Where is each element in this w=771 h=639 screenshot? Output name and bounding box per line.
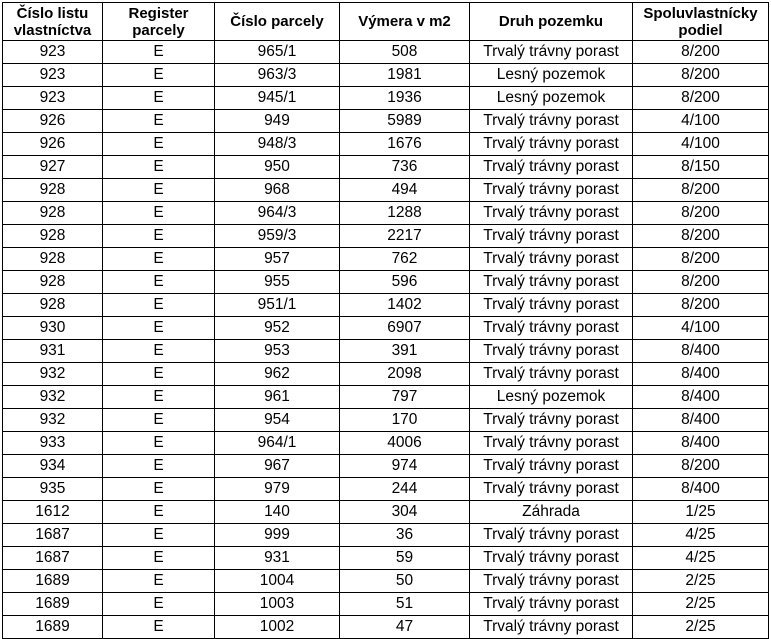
cell-land-type: Trvalý trávny porast — [470, 363, 633, 386]
cell-parcel-register: E — [103, 317, 215, 340]
table-row — [3, 478, 769, 501]
cell-parcel-number: 950 — [215, 156, 340, 179]
table-row — [3, 317, 769, 340]
cell-parcel-number: 968 — [215, 179, 340, 202]
cell-land-type: Trvalý trávny porast — [470, 133, 633, 156]
cell-area: 304 — [340, 501, 470, 524]
cell-parcel-register: E — [103, 225, 215, 248]
cell-parcel-register: E — [103, 64, 215, 87]
cell-owner-sheet-number: 928 — [3, 271, 103, 294]
cell-parcel-number: 1004 — [215, 570, 340, 593]
cell-owner-sheet-number: 928 — [3, 225, 103, 248]
cell-co-ownership-share: 8/200 — [633, 225, 769, 248]
cell-land-type: Trvalý trávny porast — [470, 524, 633, 547]
table-row — [3, 432, 769, 455]
cell-parcel-register: E — [103, 133, 215, 156]
cell-parcel-number: 945/1 — [215, 87, 340, 110]
cell-owner-sheet-number: 1689 — [3, 593, 103, 616]
cell-owner-sheet-number: 928 — [3, 248, 103, 271]
cell-co-ownership-share: 8/200 — [633, 179, 769, 202]
cell-co-ownership-share: 2/25 — [633, 616, 769, 639]
cell-parcel-register: E — [103, 616, 215, 639]
header-line: Druh pozemku — [498, 13, 604, 30]
cell-area: 51 — [340, 593, 470, 616]
cell-parcel-register: E — [103, 409, 215, 432]
header-land-type — [470, 3, 633, 41]
cell-owner-sheet-number: 928 — [3, 294, 103, 317]
cell-parcel-number: 931 — [215, 547, 340, 570]
cell-land-type: Trvalý trávny porast — [470, 271, 633, 294]
cell-parcel-number: 951/1 — [215, 294, 340, 317]
table-row — [3, 524, 769, 547]
table-row — [3, 87, 769, 110]
header-line: Register — [128, 4, 189, 22]
cell-land-type: Trvalý trávny porast — [470, 340, 633, 363]
cell-area: 596 — [340, 271, 470, 294]
table-row — [3, 248, 769, 271]
cell-parcel-number: 955 — [215, 271, 340, 294]
cell-owner-sheet-number: 932 — [3, 386, 103, 409]
cell-area: 494 — [340, 179, 470, 202]
cell-area: 5989 — [340, 110, 470, 133]
table-body — [3, 41, 769, 639]
table-row — [3, 547, 769, 570]
table-row — [3, 501, 769, 524]
cell-owner-sheet-number: 931 — [3, 340, 103, 363]
cell-parcel-register: E — [103, 547, 215, 570]
cell-parcel-number: 948/3 — [215, 133, 340, 156]
header-line: parcely — [132, 21, 185, 39]
cell-area: 797 — [340, 386, 470, 409]
cell-parcel-register: E — [103, 478, 215, 501]
cell-area: 244 — [340, 478, 470, 501]
cell-area: 2217 — [340, 225, 470, 248]
cell-area: 50 — [340, 570, 470, 593]
cell-parcel-number: 964/3 — [215, 202, 340, 225]
cell-owner-sheet-number: 923 — [3, 41, 103, 64]
cell-land-type: Trvalý trávny porast — [470, 110, 633, 133]
cell-owner-sheet-number: 926 — [3, 110, 103, 133]
header-line: Spoluvlastnícky — [643, 4, 758, 22]
cell-co-ownership-share: 4/100 — [633, 317, 769, 340]
table-row — [3, 202, 769, 225]
cell-land-type: Trvalý trávny porast — [470, 248, 633, 271]
cell-parcel-number: 954 — [215, 409, 340, 432]
cell-area: 1936 — [340, 87, 470, 110]
cell-owner-sheet-number: 935 — [3, 478, 103, 501]
cell-land-type: Trvalý trávny porast — [470, 294, 633, 317]
cell-land-type: Trvalý trávny porast — [470, 455, 633, 478]
cell-co-ownership-share: 4/100 — [633, 133, 769, 156]
header-row — [3, 3, 769, 41]
cell-land-type: Záhrada — [470, 501, 633, 524]
cell-co-ownership-share: 8/200 — [633, 64, 769, 87]
table-row — [3, 455, 769, 478]
cell-area: 1402 — [340, 294, 470, 317]
table-row — [3, 156, 769, 179]
header-parcel-number — [215, 3, 340, 41]
cell-land-type: Lesný pozemok — [470, 64, 633, 87]
cell-parcel-number: 959/3 — [215, 225, 340, 248]
header-line: Výmera v m2 — [358, 13, 451, 30]
cell-area: 391 — [340, 340, 470, 363]
header-line: Číslo parcely — [230, 13, 324, 30]
cell-owner-sheet-number: 934 — [3, 455, 103, 478]
table-row — [3, 386, 769, 409]
cell-co-ownership-share: 4/25 — [633, 524, 769, 547]
cell-co-ownership-share: 8/400 — [633, 432, 769, 455]
cell-parcel-number: 952 — [215, 317, 340, 340]
table-row — [3, 363, 769, 386]
table-row — [3, 340, 769, 363]
cell-parcel-number: 967 — [215, 455, 340, 478]
cell-owner-sheet-number: 932 — [3, 409, 103, 432]
cell-parcel-register: E — [103, 593, 215, 616]
cell-co-ownership-share: 1/25 — [633, 501, 769, 524]
cell-area: 36 — [340, 524, 470, 547]
cell-area: 508 — [340, 41, 470, 64]
header-line: vlastníctva — [13, 21, 92, 39]
header-co-ownership-share — [633, 3, 769, 41]
cell-area: 59 — [340, 547, 470, 570]
cell-land-type: Lesný pozemok — [470, 87, 633, 110]
cell-parcel-number: 1002 — [215, 616, 340, 639]
cell-owner-sheet-number: 933 — [3, 432, 103, 455]
table-row — [3, 409, 769, 432]
cell-parcel-number: 1003 — [215, 593, 340, 616]
cell-land-type: Trvalý trávny porast — [470, 616, 633, 639]
cell-parcel-register: E — [103, 455, 215, 478]
table-row — [3, 110, 769, 133]
table-row — [3, 570, 769, 593]
cell-parcel-register: E — [103, 363, 215, 386]
table-row — [3, 225, 769, 248]
cell-co-ownership-share: 2/25 — [633, 593, 769, 616]
cell-owner-sheet-number: 932 — [3, 363, 103, 386]
cell-parcel-register: E — [103, 340, 215, 363]
cell-owner-sheet-number: 1689 — [3, 616, 103, 639]
cell-land-type: Lesný pozemok — [470, 386, 633, 409]
cell-parcel-number: 953 — [215, 340, 340, 363]
header-owner-sheet-number — [3, 3, 103, 41]
cell-co-ownership-share: 8/150 — [633, 156, 769, 179]
header-area — [340, 3, 470, 41]
cell-co-ownership-share: 8/400 — [633, 409, 769, 432]
cell-co-ownership-share: 8/400 — [633, 340, 769, 363]
table-row — [3, 179, 769, 202]
cell-parcel-register: E — [103, 248, 215, 271]
cell-parcel-register: E — [103, 202, 215, 225]
cell-land-type: Trvalý trávny porast — [470, 432, 633, 455]
table-row — [3, 133, 769, 156]
cell-parcel-register: E — [103, 110, 215, 133]
cell-parcel-register: E — [103, 501, 215, 524]
cell-area: 736 — [340, 156, 470, 179]
cell-parcel-register: E — [103, 271, 215, 294]
table-row — [3, 271, 769, 294]
cell-land-type: Trvalý trávny porast — [470, 317, 633, 340]
cell-owner-sheet-number: 1612 — [3, 501, 103, 524]
cell-owner-sheet-number: 923 — [3, 64, 103, 87]
cell-co-ownership-share: 2/25 — [633, 570, 769, 593]
cell-co-ownership-share: 4/25 — [633, 547, 769, 570]
cell-co-ownership-share: 4/100 — [633, 110, 769, 133]
cell-parcel-number: 949 — [215, 110, 340, 133]
cell-parcel-register: E — [103, 524, 215, 547]
cell-co-ownership-share: 8/200 — [633, 271, 769, 294]
cell-owner-sheet-number: 928 — [3, 202, 103, 225]
cell-parcel-number: 962 — [215, 363, 340, 386]
table-row — [3, 294, 769, 317]
cell-land-type: Trvalý trávny porast — [470, 547, 633, 570]
cell-owner-sheet-number: 923 — [3, 87, 103, 110]
cell-parcel-number: 999 — [215, 524, 340, 547]
cell-parcel-number: 963/3 — [215, 64, 340, 87]
cell-land-type: Trvalý trávny porast — [470, 225, 633, 248]
cell-parcel-register: E — [103, 41, 215, 64]
cell-owner-sheet-number: 926 — [3, 133, 103, 156]
cell-area: 1676 — [340, 133, 470, 156]
cell-area: 2098 — [340, 363, 470, 386]
cell-area: 1288 — [340, 202, 470, 225]
table-row — [3, 593, 769, 616]
cell-area: 47 — [340, 616, 470, 639]
cell-co-ownership-share: 8/200 — [633, 202, 769, 225]
cell-area: 6907 — [340, 317, 470, 340]
cell-area: 4006 — [340, 432, 470, 455]
cell-parcel-number: 965/1 — [215, 41, 340, 64]
cell-owner-sheet-number: 1689 — [3, 570, 103, 593]
cell-area: 762 — [340, 248, 470, 271]
header-parcel-register — [103, 3, 215, 41]
cell-land-type: Trvalý trávny porast — [470, 156, 633, 179]
parcel-table — [2, 2, 769, 639]
cell-owner-sheet-number: 928 — [3, 179, 103, 202]
cell-land-type: Trvalý trávny porast — [470, 41, 633, 64]
table-row — [3, 64, 769, 87]
cell-area: 1981 — [340, 64, 470, 87]
cell-co-ownership-share: 8/400 — [633, 363, 769, 386]
cell-parcel-number: 961 — [215, 386, 340, 409]
cell-owner-sheet-number: 1687 — [3, 547, 103, 570]
cell-co-ownership-share: 8/400 — [633, 386, 769, 409]
cell-land-type: Trvalý trávny porast — [470, 570, 633, 593]
cell-owner-sheet-number: 930 — [3, 317, 103, 340]
cell-area: 170 — [340, 409, 470, 432]
cell-parcel-register: E — [103, 179, 215, 202]
cell-parcel-register: E — [103, 87, 215, 110]
cell-area: 974 — [340, 455, 470, 478]
header-line: Číslo listu — [16, 4, 89, 22]
cell-parcel-register: E — [103, 294, 215, 317]
cell-parcel-register: E — [103, 386, 215, 409]
cell-parcel-number: 964/1 — [215, 432, 340, 455]
cell-parcel-register: E — [103, 156, 215, 179]
cell-parcel-register: E — [103, 432, 215, 455]
cell-co-ownership-share: 8/200 — [633, 41, 769, 64]
cell-parcel-number: 957 — [215, 248, 340, 271]
cell-co-ownership-share: 8/200 — [633, 87, 769, 110]
cell-parcel-number: 140 — [215, 501, 340, 524]
cell-co-ownership-share: 8/400 — [633, 478, 769, 501]
cell-land-type: Trvalý trávny porast — [470, 202, 633, 225]
cell-co-ownership-share: 8/200 — [633, 248, 769, 271]
cell-land-type: Trvalý trávny porast — [470, 478, 633, 501]
table-row — [3, 616, 769, 639]
cell-co-ownership-share: 8/200 — [633, 294, 769, 317]
header-line: podiel — [678, 21, 723, 39]
cell-parcel-number: 979 — [215, 478, 340, 501]
cell-land-type: Trvalý trávny porast — [470, 179, 633, 202]
cell-land-type: Trvalý trávny porast — [470, 409, 633, 432]
cell-co-ownership-share: 8/200 — [633, 455, 769, 478]
cell-parcel-register: E — [103, 570, 215, 593]
cell-land-type: Trvalý trávny porast — [470, 593, 633, 616]
table-row — [3, 41, 769, 64]
cell-owner-sheet-number: 1687 — [3, 524, 103, 547]
cell-owner-sheet-number: 927 — [3, 156, 103, 179]
